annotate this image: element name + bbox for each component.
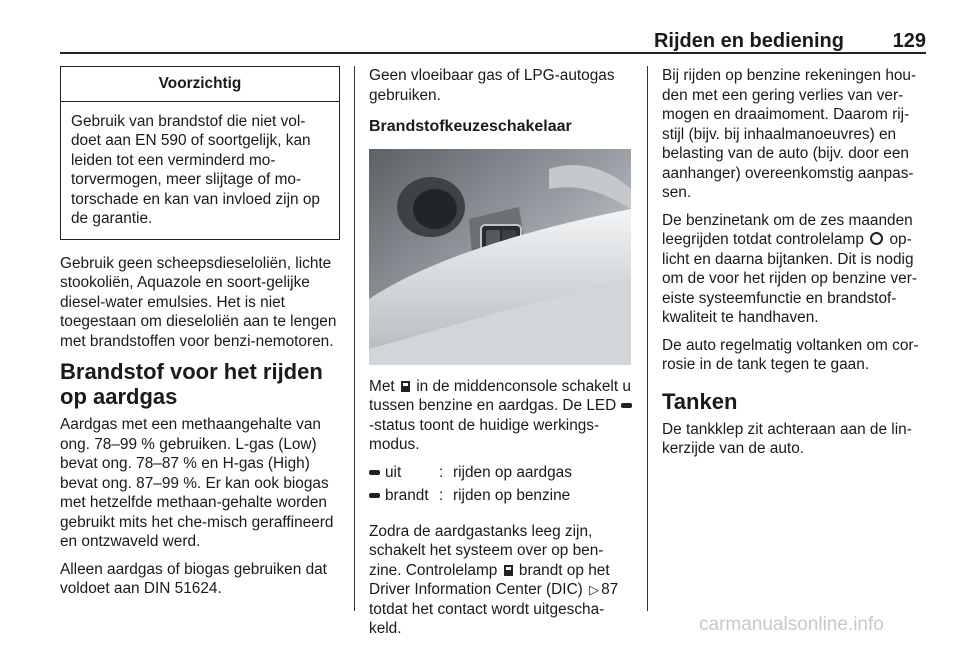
- led-icon: [621, 403, 632, 408]
- column-divider: [647, 66, 648, 611]
- paragraph: Met in de middenconsole schakelt u tussen benzine en aardgas. De LED -status toont de huidige werkings-modus.: [369, 377, 631, 453]
- paragraph: Alleen aardgas of biogas gebruiken dat voldoet aan DIN 51624.: [60, 560, 327, 597]
- paragraph: De tankklep zit achteraan aan de lin-kerzijde van de auto.: [662, 420, 912, 457]
- paragraph: De benzinetank om de zes maanden leegrijden totdat controlelamp op-licht en daarna bijtanken. Dit is nodig om de voor het rijden op benzine ver-eiste systeemfunctie en brandstof-kwaliteit te handhaven.: [662, 211, 917, 326]
- paragraph: Zodra de aardgastanks leeg zijn, schakelt het systeem over op ben-zine. Controlelamp brandt op het Driver Information Center (DIC) ▷ 87 totdat het contact wordt uitgescha-keld.: [369, 522, 619, 637]
- led-icon: [369, 470, 380, 475]
- paragraph: Geen vloeibaar gas of LPG-autogas gebruiken.: [369, 67, 615, 104]
- section-heading: Tanken: [662, 388, 738, 414]
- warning-title: Voorzichtig: [61, 67, 339, 102]
- column-1: [60, 66, 340, 607]
- page-reference-arrow-icon: ▷: [589, 582, 600, 597]
- column-3: [662, 66, 928, 467]
- page-number: 129: [892, 30, 926, 52]
- fuel-pump-icon: [401, 381, 410, 392]
- fuel-selector-image: [369, 149, 631, 365]
- paragraph: Gebruik geen scheepsdieseloliën, lichte stookoliën, Aquazole en soort-gelijke diesel-water emulsies. Het is niet toegestaan om dieseloliën aan te lengen met brandstoffen voor benzi-nemotoren.: [60, 254, 337, 350]
- warning-text: Gebruik van brandstof die niet vol-doet aan EN 590 of soortgelijk, kan leiden tot een verminderd mo-torvermogen, meer slijtage of mo-torschade en kan van invloed zijn op de garantie.: [71, 112, 320, 227]
- column-divider: [354, 66, 355, 611]
- paragraph: De auto regelmatig voltanken om cor-rosie in de tank tegen te gaan.: [662, 336, 919, 373]
- warning-box: [60, 66, 340, 240]
- fuel-pump-icon: [504, 565, 513, 576]
- section-title: Rijden en bediening: [653, 30, 844, 52]
- fuel-selector-photo: [369, 149, 631, 365]
- page-header: [60, 16, 926, 54]
- column-2: [369, 66, 635, 647]
- warning-lamp-icon: [870, 232, 883, 245]
- status-row: uit : rijden op aardgas: [369, 463, 635, 483]
- section-heading: Brandstof voor het rijden op aardgas: [60, 359, 323, 409]
- paragraph: Bij rijden op benzine rekeningen hou-den met een gering verlies van ver-mogen en draaimoment. Daarom rij-stijl (bijv. bij inhaalmanoeuvres) en belasting van de auto (bijv. door een aanhanger) overeenkomstig aanpas-sen.: [662, 67, 917, 201]
- page-reference[interactable]: 87: [601, 581, 619, 598]
- paragraph: Aardgas met een methaangehalte van ong. 78–99 % gebruiken. L-gas (Low) bevat ong. 78–87 % en H-gas (High) bevat ong. 87–99 %. Er kan ook biogas met hetzelfde methaan-gehalte worden gebruikt mits het che-misch geraffineerd en ontzwaveld werd.: [60, 416, 334, 550]
- subsection-heading: Brandstofkeuzeschakelaar: [369, 118, 572, 135]
- watermark: carmanualsonline.info: [699, 614, 884, 635]
- led-icon: [369, 493, 380, 498]
- status-row: brandt : rijden op benzine: [369, 486, 635, 506]
